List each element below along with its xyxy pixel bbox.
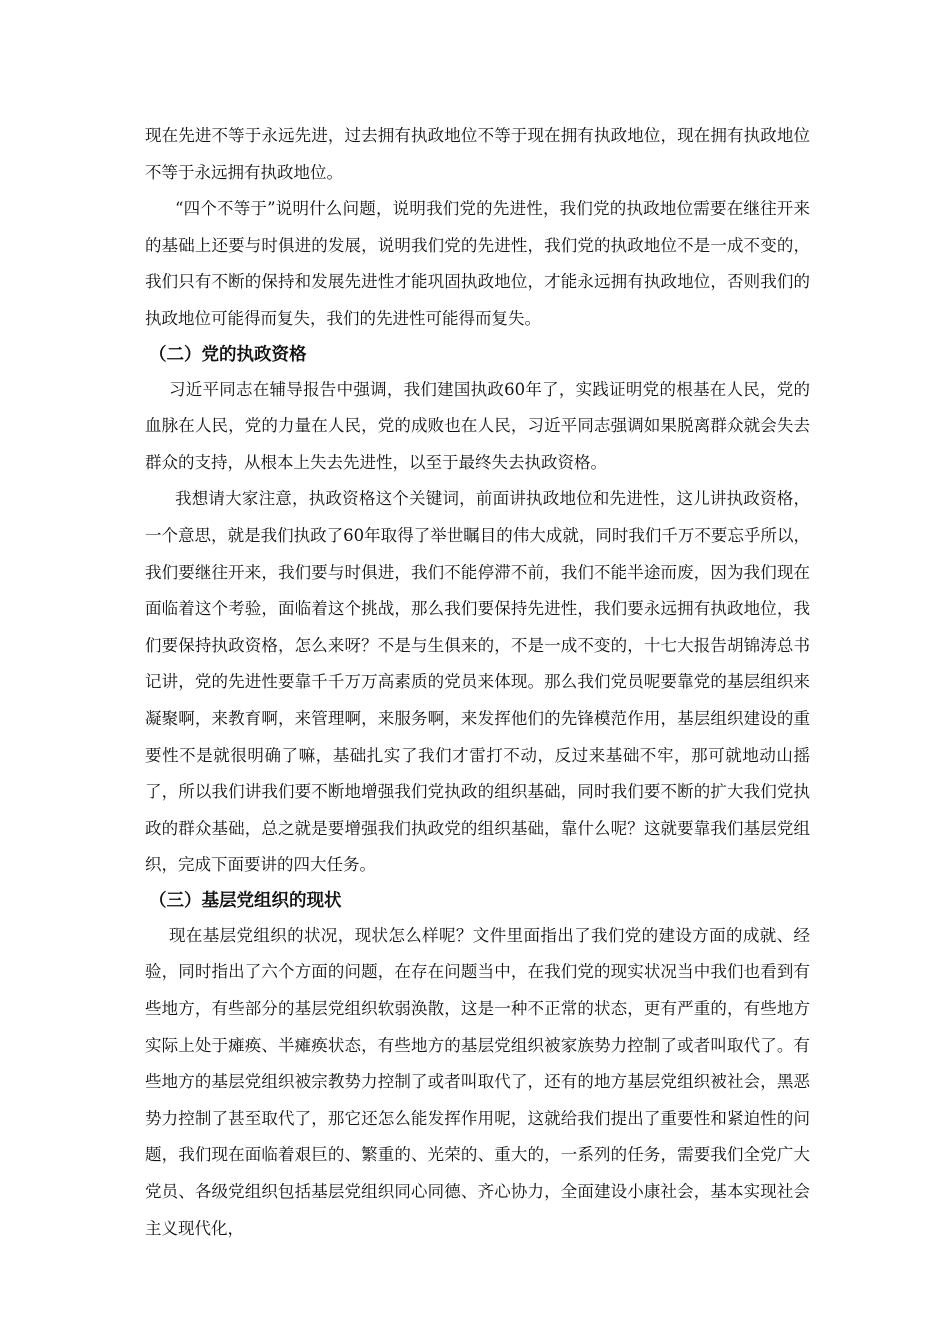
document-body xyxy=(145,118,810,1247)
section-heading: （二）党的执政资格 xyxy=(149,344,307,365)
paragraph: “四个不等于”说明什么问题，说明我们党的先进性，我们党的执政地位需要在继往开来的基础上还要与时俱进的发展，说明我们党的先进性，我们党的执政地位不是一成不变的，我们只有不断的保持和发展先进性才能巩固执政地位，才能永远拥有执政地位，否则我们的执政地位可能得而复失，我们的先进性可能得而复失。 xyxy=(145,199,810,328)
paragraph: 我想请大家注意，执政资格这个关键词，前面讲执政地位和先进性，这儿讲执政资格，一个意思，就是我们执政了60年取得了举世瞩目的伟大成就，同时我们千万不要忘乎所以，我们要继往开来，我们要与时俱进，我们不能停滞不前，我们不能半途而废，因为我们现在面临着这个考验，面临着这个挑战，那么我们要保持先进性，我们要永远拥有执政地位，我们要保持执政资格，怎么来呀？不是与生俱来的，不是一成不变的，十七大报告胡锦涛总书记讲，党的先进性要靠千千万万高素质的党员来体现。那么我们党员呢要靠党的基层组织来凝聚啊，来教育啊，来管理啊，来服务啊，来发挥他们的先锋模范作用，基层组织建设的重要性不是就很明确了嘛，基础扎实了我们才雷打不动，反过来基础不牢，那可就地动山摇了，所以我们讲我们要不断地增强我们党执政的组织基础，同时我们要不断的扩大我们党执政的群众基础，总之就是要增强我们执政党的组织基础，靠什么呢？这就要靠我们基层党组织，完成下面要讲的四大任务。 xyxy=(145,489,810,875)
paragraph: 现在基层党组织的状况，现状怎么样呢？文件里面指出了我们党的建设方面的成就、经验，同时指出了六个方面的问题，在存在问题当中，在我们党的现实状况当中我们也看到有些地方，有些部分的基层党组织软弱涣散，这是一种不正常的状态，更有严重的，有些地方实际上处于瘫痪、半瘫痪状态，有些地方的基层党组织被家族势力控制了或者叫取代了。有些地方的基层党组织被宗教势力控制了或者叫取代了，还有的地方基层党组织被社会，黑恶势力控制了甚至取代了，那它还怎么能发挥作用呢，这就给我们提出了重要性和紧迫性的问题，我们现在面临着艰巨的、繁重的、光荣的、重大的，一系列的任务，需要我们全党广大党员、各级党组织包括基层党组织同心同德、齐心协力，全面建设小康社会，基本实现社会主义现代化， xyxy=(145,925,810,1238)
paragraph: 习近平同志在辅导报告中强调，我们建国执政60年了，实践证明党的根基在人民，党的血脉在人民，党的力量在人民，党的成败也在人民，习近平同志强调如果脱离群众就会失去群众的支持，从根本上失去先进性，以至于最终失去执政资格。 xyxy=(145,379,810,472)
section-heading: （三）基层党组织的现状 xyxy=(149,890,342,911)
paragraph: 现在先进不等于永远先进，过去拥有执政地位不等于现在拥有执政地位，现在拥有执政地位不等于永远拥有执政地位。 xyxy=(145,126,810,182)
